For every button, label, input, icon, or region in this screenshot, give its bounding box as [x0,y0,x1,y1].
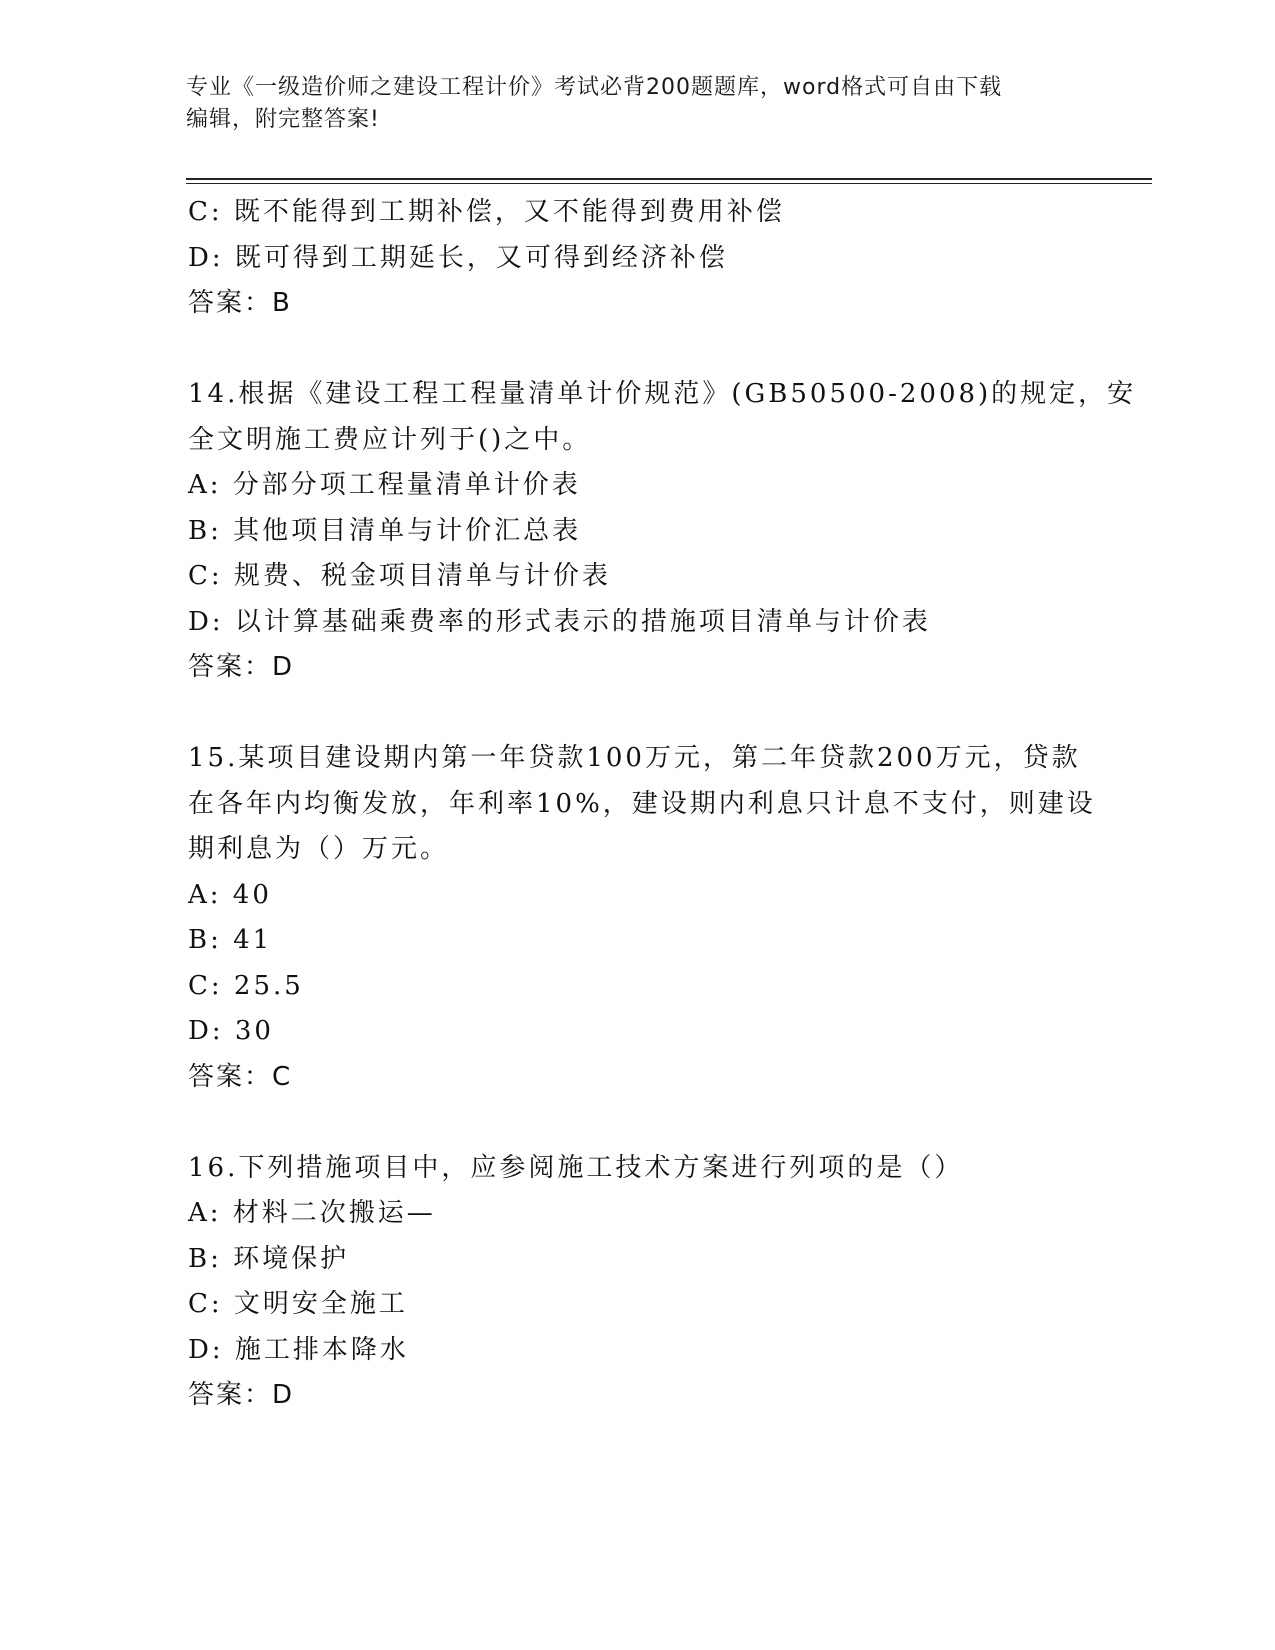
q15-answer: 答案：C [188,1061,293,1092]
question-16 [188,1146,1088,1419]
q13-option-d: D: 既可得到工期延长，又可得到经济补偿 [188,242,728,273]
q16-option-d: D: 施工排本降水 [188,1334,409,1365]
q16-answer: 答案：D [188,1380,295,1410]
q15-option-c: C: 25.5 [188,970,304,1001]
spacer [188,327,1088,373]
header-rule-thin [186,183,1152,184]
q14-answer: 答案：D [188,652,295,682]
q14-option-a: A: 分部分项工程量清单计价表 [188,470,581,500]
document-body [188,190,1137,1419]
header-line-2: 编辑，附完整答案! [186,107,380,132]
q13-answer: 答案：B [188,288,292,318]
q16-option-c: C: 文明安全施工 [188,1289,408,1319]
q14-stem-line-1: 14.根据《建设工程工程量清单计价规范》(GB50500-2008)的规定，安 [188,379,1137,409]
header-line-1: 专业《一级造价师之建设工程计价》考试必背200题题库，word格式可自由下载 [186,75,1003,100]
q14-stem-line-2: 全文明施工费应计列于()之中。 [188,424,592,455]
q15-stem-line-3: 期利息为（）万元。 [188,834,450,864]
q13-option-c: C: 既不能得到工期补偿，又不能得到费用补偿 [188,197,785,227]
q14-option-c: C: 规费、税金项目清单与计价表 [188,561,611,591]
q16-option-b: B: 环境保护 [188,1243,350,1274]
question-14 [188,372,1137,691]
document-header [186,72,1076,136]
q16-stem-line-1: 16.下列措施项目中，应参阅施工技术方案进行列项的是（） [188,1152,964,1183]
question-13 [188,190,1088,327]
q15-option-b: B: 41 [188,925,273,955]
q15-stem-line-1: 15.某项目建设期内第一年贷款100万元，第二年贷款200万元，贷款 [188,743,1081,773]
question-15 [188,736,1096,1100]
q14-option-d: D: 以计算基础乘费率的形式表示的措施项目清单与计价表 [188,606,931,637]
q15-option-d: D: 30 [188,1016,274,1046]
q14-option-b: B: 其他项目清单与计价汇总表 [188,515,582,546]
spacer [188,691,1088,737]
q16-option-a: A: 材料二次搬运— [188,1198,436,1228]
q15-option-a: A: 40 [188,879,272,910]
spacer [188,1100,1088,1146]
q15-stem-line-2: 在各年内均衡发放，年利率10%，建设期内利息只计息不支付，则建设 [188,788,1096,819]
header-rule-thick [186,178,1152,180]
